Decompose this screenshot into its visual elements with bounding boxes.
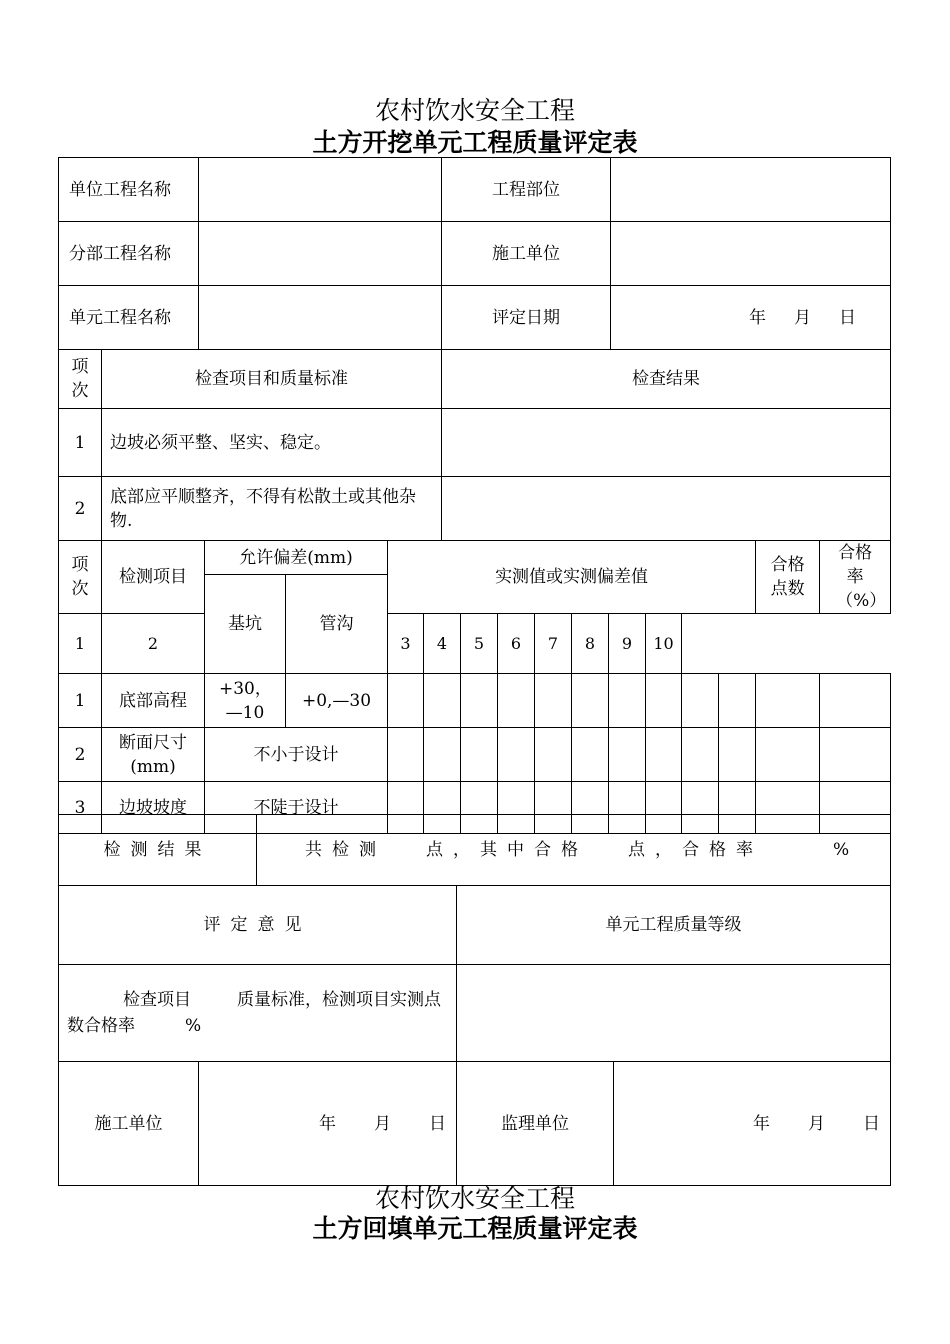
measure-cell[interactable] [719, 728, 756, 782]
measure-col-trench: 管沟 [286, 575, 388, 674]
inspect-row-no: 1 [59, 409, 102, 477]
inspect-row-result[interactable] [442, 409, 891, 477]
measure-index-7: 7 [535, 614, 572, 674]
measure-cell[interactable] [682, 674, 719, 728]
construction-sign-date[interactable] [199, 1062, 457, 1186]
measure-cell[interactable] [609, 674, 646, 728]
year-label: 年 [749, 307, 766, 328]
measure-cell[interactable] [424, 728, 461, 782]
measure-cell[interactable] [388, 728, 424, 782]
measure-row-no: 3 [59, 782, 102, 834]
construction-sign-label: 施工单位 [59, 1062, 199, 1186]
opinion-text [59, 965, 457, 1062]
next-form-title: 土方回填单元工程质量评定表 [312, 1214, 638, 1243]
measure-col-pass-count: 合格点数 [756, 541, 820, 614]
day-label: 日 [863, 1113, 880, 1134]
opinion-text-a: 检查项目 [123, 990, 191, 1010]
measure-row-allow: 不陡于设计 [205, 782, 388, 834]
element-project-field[interactable] [199, 286, 442, 350]
supervision-sign-date[interactable] [614, 1062, 891, 1186]
inspect-col-no: 项次 [59, 350, 102, 409]
summary-text-b: 点，其中合格 [426, 840, 588, 860]
construction-unit-label: 施工单位 [442, 222, 611, 286]
year-label: 年 [319, 1113, 336, 1134]
summary-text-c: 点，合格率 [628, 840, 763, 860]
pass-rate-cell[interactable] [820, 674, 891, 728]
pass-count-cell[interactable] [756, 728, 820, 782]
measure-cell[interactable] [572, 728, 609, 782]
sub-project-label: 分部工程名称 [59, 222, 199, 286]
inspect-col-result: 检查结果 [442, 350, 891, 409]
measure-col-pass-rate: 合格率（%） [820, 541, 891, 614]
measure-row-allow: 不小于设计 [205, 728, 388, 782]
measure-index-8: 8 [572, 614, 609, 674]
day-label: 日 [429, 1113, 446, 1134]
inspect-col-item: 检查项目和质量标准 [102, 350, 442, 409]
measure-cell[interactable] [498, 674, 535, 728]
summary-pct: % [833, 840, 850, 860]
month-label: 月 [808, 1113, 825, 1134]
project-part-label: 工程部位 [442, 158, 611, 222]
pass-count-cell[interactable] [756, 674, 820, 728]
project-part-field[interactable] [611, 158, 891, 222]
header-table [58, 157, 891, 350]
inspect-row-text: 边坡必须平整、坚实、稳定。 [102, 409, 442, 477]
measure-cell[interactable] [572, 674, 609, 728]
measure-row-item: 断面尺寸(mm) [102, 728, 205, 782]
measure-cell[interactable] [682, 728, 719, 782]
measure-index-10: 10 [646, 614, 682, 674]
measure-cell[interactable] [646, 728, 682, 782]
measure-row-no: 1 [59, 674, 102, 728]
month-label: 月 [794, 307, 811, 328]
summary-text-a: 共检测 [305, 840, 386, 860]
grade-label: 单元工程质量等级 [457, 886, 891, 965]
measure-index-3: 3 [388, 614, 424, 674]
grade-field[interactable] [457, 965, 891, 1062]
month-label: 月 [374, 1113, 391, 1134]
measure-cell[interactable] [461, 674, 498, 728]
measure-row-trench: +0,—30 [286, 674, 388, 728]
measure-row-item: 边坡坡度 [102, 782, 205, 834]
measure-index-2: 2 [102, 614, 205, 674]
title-line1: 农村饮水安全工程 [374, 96, 575, 125]
measure-index-6: 6 [498, 614, 535, 674]
day-label: 日 [839, 307, 856, 328]
inspect-row-text: 底部应平顺整齐，不得有松散土或其他杂物. [102, 477, 442, 541]
next-title-line1: 农村饮水安全工程 [374, 1184, 575, 1213]
inspect-row-no: 2 [59, 477, 102, 541]
measure-index-4: 4 [424, 614, 461, 674]
element-project-label: 单元工程名称 [59, 286, 199, 350]
sub-project-field[interactable] [199, 222, 442, 286]
year-label: 年 [753, 1113, 770, 1134]
measure-cell[interactable] [719, 674, 756, 728]
measure-index-9: 9 [609, 614, 646, 674]
measure-col-pit: 基坑 [205, 575, 286, 674]
form-title: 土方开挖单元工程质量评定表 [312, 128, 638, 157]
measure-cell[interactable] [498, 728, 535, 782]
unit-project-field[interactable] [199, 158, 442, 222]
measure-row-no: 2 [59, 728, 102, 782]
measure-cell[interactable] [646, 674, 682, 728]
summary-text [257, 815, 891, 886]
measure-cell[interactable] [535, 674, 572, 728]
evaluation-table [58, 814, 891, 1186]
opinion-pct: % [185, 1016, 202, 1036]
measure-col-allow: 允许偏差(mm) [205, 541, 388, 575]
supervision-sign-label: 监理单位 [457, 1062, 614, 1186]
measurement-table [58, 540, 891, 834]
opinion-label: 评定意见 [59, 886, 457, 965]
eval-date-field[interactable] [611, 286, 891, 350]
measure-cell[interactable] [535, 728, 572, 782]
inspection-table [58, 349, 891, 541]
measure-cell[interactable] [424, 674, 461, 728]
measure-cell[interactable] [461, 728, 498, 782]
measure-col-measured: 实测值或实测偏差值 [388, 541, 756, 614]
summary-label: 检测结果 [59, 815, 257, 886]
measure-row-pit: +30，—10 [205, 674, 286, 728]
measure-cell[interactable] [609, 728, 646, 782]
measure-row-item: 底部高程 [102, 674, 205, 728]
construction-unit-field[interactable] [611, 222, 891, 286]
measure-cell[interactable] [388, 674, 424, 728]
measure-col-item: 检测项目 [102, 541, 205, 614]
pass-rate-cell[interactable] [820, 728, 891, 782]
measure-index-1: 1 [59, 614, 102, 674]
eval-date-label: 评定日期 [442, 286, 611, 350]
unit-project-label: 单位工程名称 [59, 158, 199, 222]
measure-col-no: 项次 [59, 541, 102, 614]
inspect-row-result[interactable] [442, 477, 891, 541]
opinion-text-b: 质量标准，检测项目实测点数合格率 [67, 990, 441, 1036]
measure-index-5: 5 [461, 614, 498, 674]
